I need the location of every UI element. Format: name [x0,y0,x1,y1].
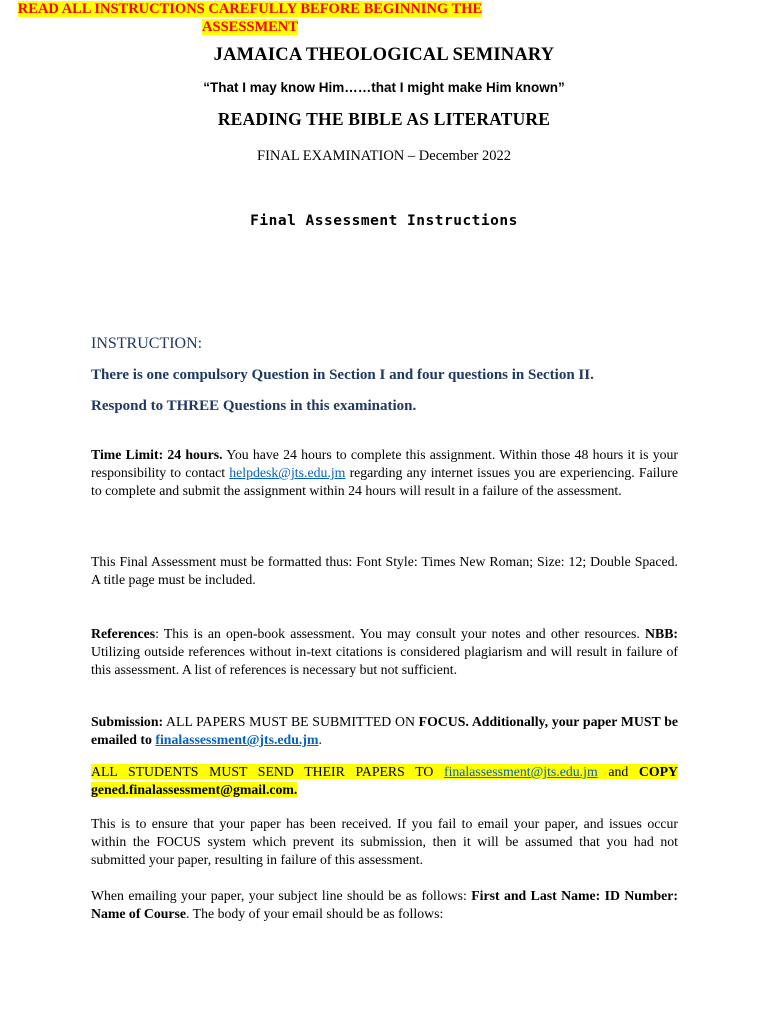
all-students-email-link[interactable]: finalassessment@jts.edu.jm [443,764,598,779]
submission-text-a: ALL PAPERS MUST BE SUBMITTED ON [163,714,419,729]
submission-paragraph [91,713,678,749]
references-text-a: : This is an open-book assessment. You may consult your notes and other resources. [155,626,646,641]
emailing-text-a: When emailing your paper, your subject line should be as follows: [91,888,472,903]
submission-end: . [318,732,322,748]
all-students-text: ALL STUDENTS MUST SEND THEIR PAPERS TO [91,764,444,779]
submission-text-b: Additionally, your paper MUST be emailed to [91,714,679,748]
format-paragraph: This Final Assessment must be formatted thus: Font Style: Times New Roman; Size: 12; Double Spaced. A title page must be included. [91,554,678,588]
ensure-paragraph: This is to ensure that your paper has been received. If you fail to email your paper, and issues occur within the FOCUS system which prevent its submission, then it will be assumed that you had not submitted your paper, resulting in failure of this assessment. [91,816,678,868]
helpdesk-email-link[interactable]: helpdesk@jts.edu.jm [229,465,346,481]
time-limit-paragraph [91,446,678,501]
references-label: References [91,626,156,641]
emailing-paragraph [91,887,678,923]
instruction-line-2: Respond to THREE Questions in this examination. [91,398,417,414]
emailing-text-b: . The body of your email should be as follows: [186,906,444,922]
copy-label: COPY [638,764,678,779]
assessment-title: Final Assessment Instructions [250,213,518,229]
time-limit-label: Time Limit: 24 hours. [91,447,223,462]
references-text-b: Utilizing outside references without in-text citations is considered plagiarism and will result in failure of this assessment. A list of references is necessary but not sufficient. [91,644,678,678]
school-name: JAMAICA THEOLOGICAL SEMINARY [213,45,555,65]
time-limit-text-b: regarding any internet issues you are experiencing. Failure to complete and submit the assignment within 24 hours will result in a failure of the assessment. [91,465,679,499]
submission-email-link[interactable]: finalassessment@jts.edu.jm [155,732,319,748]
focus-label: FOCUS. [418,714,469,729]
exam-title: FINAL EXAMINATION – December 2022 [257,148,511,164]
warning-text: READ ALL INSTRUCTIONS CAREFULLY BEFORE BEGINNING THE ASSESSMENT [17,1,483,35]
course-title: READING THE BIBLE AS LITERATURE [217,109,551,129]
all-students-and: and [597,764,639,779]
warning-banner [0,0,500,36]
motto: “That I may know Him……that I might make Him known” [203,80,565,95]
submission-label: Submission: [91,714,164,729]
references-paragraph [91,625,678,680]
subject-line-format: First and Last Name: ID Number: Name of Course [91,888,678,922]
gened-email: gened.finalassessment@gmail.com. [91,782,298,798]
nbb-label: NBB: [645,626,678,641]
time-limit-text-a: You have 24 hours to complete this assignment. Within those 48 hours it is your responsibility to contact [91,447,678,481]
instruction-line-1: There is one compulsory Question in Section I and four questions in Section II. [91,367,594,383]
instruction-heading: INSTRUCTION: [91,335,203,352]
all-students-paragraph [91,763,678,799]
